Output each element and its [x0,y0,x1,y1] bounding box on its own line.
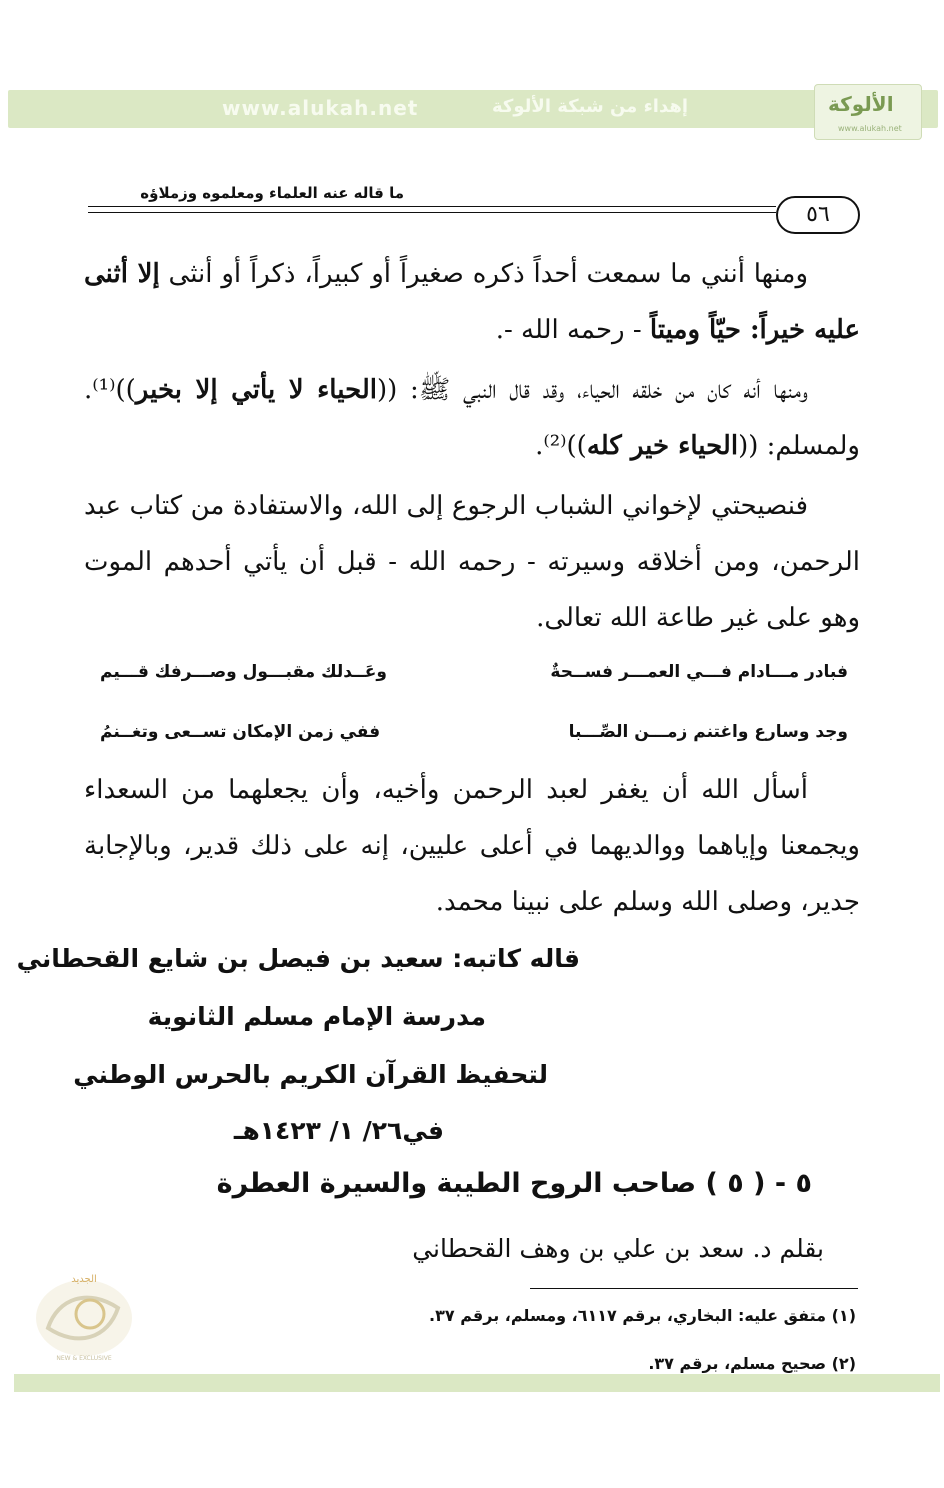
verse-2-left: ففي زمن الإمكان تســعى وتغــنمُ [100,722,381,742]
top-banner [8,90,938,128]
footnote-rule [530,1288,858,1289]
footnote-2: (٢) صحيح مسلم، برقم ٣٧. [648,1354,856,1373]
verse-1-left: وعَــدلك مقبـــول وصـــرفك قـــيم [100,662,387,682]
bottom-bar [14,1374,940,1392]
p1-normal: ومنها أنني ما سمعت أحداً ذكره صغيراً أو كبيراً، ذكراً أو أنثى [159,259,808,289]
paragraph-4 [84,762,860,930]
paragraph-1 [84,246,860,358]
banner-url: www.alukah.net [222,96,419,120]
verse-1-right: فبادر مـــادام فـــي العمـــر فســحةٌ [550,662,848,682]
running-title: ما قاله عنه العلماء ومعلموه وزملاؤه [140,184,404,202]
signature-line-1: قاله كاتبه: سعيد بن فيصل بن شايع القحطاني [16,944,580,973]
header-rule-top [88,206,776,207]
p2-bold-2: الحياء خير كله [586,431,739,461]
p2-mid: ))⁽¹⁾. ولمسلم: (( [84,375,860,461]
header-rule-bottom [88,212,776,213]
p2-normal: ومنها أنه كان من خلقه الحياء، وقد قال النبي ﷺ: (( [377,375,808,405]
paragraph-2 [84,362,860,474]
paragraph-3 [84,478,860,646]
p4-text: أسأل الله أن يغفر لعبد الرحمن وأخيه، وأن يجعلهما من السعداء ويجمعنا وإياهما ووالديهما في أعلى عليين، إنه على ذلك قدير، وبالإجابة جدير، وصلى الله وسلم على نبينا محمد. [84,775,860,917]
logo-sub-text: www.alukah.net [838,124,902,133]
p1-tail: - رحمه الله -. [495,315,650,345]
logo-text: الألوكة [828,92,894,116]
p2-bold-1: الحياء لا يأتي إلا بخير [135,375,378,405]
p1-bold: إلا أثنى عليه خيراً: حيّاً وميتاً [84,259,860,345]
section-author: بقلم د. سعد بن علي بن وهف القحطاني [412,1234,824,1263]
footnote-1: (١) متفق عليه: البخاري، برقم ٦١١٧، ومسلم، برقم ٣٧. [429,1306,856,1325]
verse-2-right: وجد وسارع واغتنم زمـــن الصِّـــبا [568,722,848,742]
section-heading: ٥ - ( ٥ ) صاحب الروح الطيبة والسيرة العطرة [216,1168,812,1199]
signature-date: في٢٦/ ١/ ١٤٢٣هـ [233,1116,444,1145]
new-exclusive-stamp-icon [28,1268,140,1364]
signature-line-2: مدرسة الإمام مسلم الثانوية [147,1002,486,1031]
stamp-sub-text: NEW & EXCLUSIVE [56,1355,112,1362]
banner-gift-text: إهداء من شبكة الألوكة [492,96,688,117]
p3-text: فنصيحتي لإخواني الشباب الرجوع إلى الله، والاستفادة من كتاب عبد الرحمن، ومن أخلاقه وسيرته - رحمه الله - قبل أن يأتي أحدهم الموت وهو على غير طاعة الله تعالى. [84,491,860,633]
page-number: ٥٦ [776,196,860,234]
stamp-top-text: الجديد [71,1274,97,1285]
signature-line-3: لتحفيظ القرآن الكريم بالحرس الوطني [73,1060,548,1089]
p2-tail: ))⁽²⁾. [535,431,587,461]
